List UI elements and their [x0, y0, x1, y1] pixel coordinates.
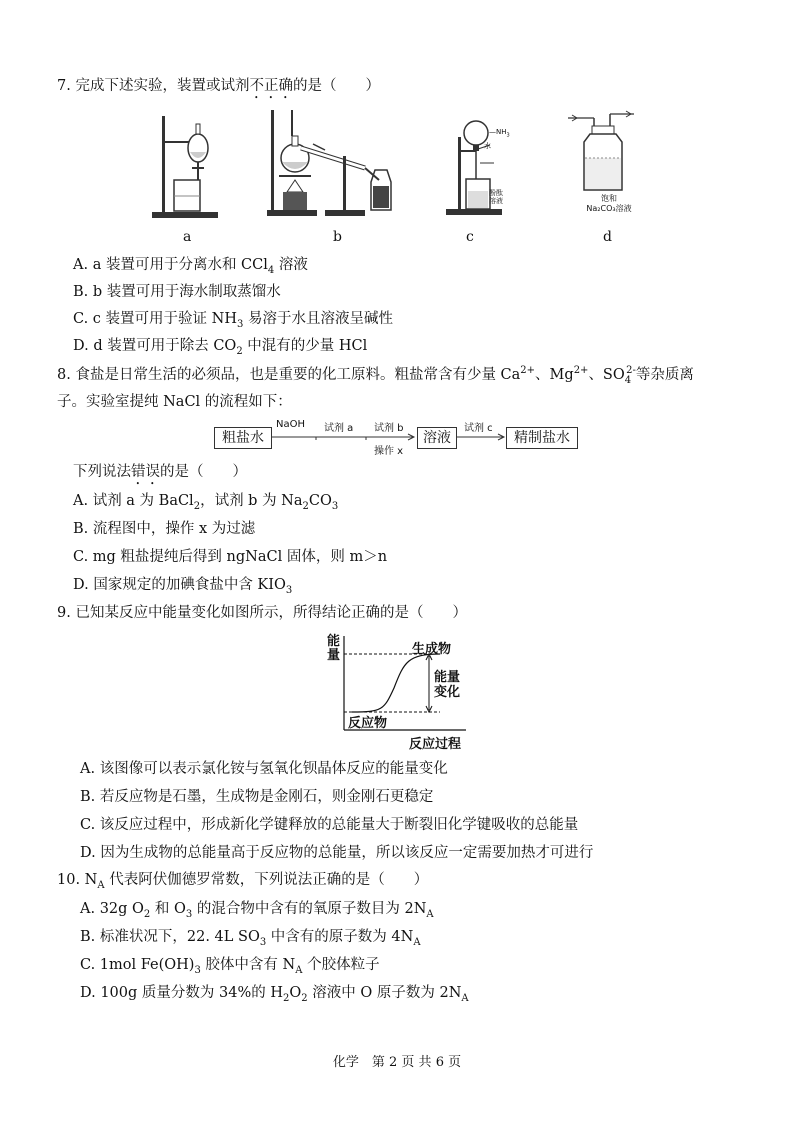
- label-b: b: [333, 229, 342, 245]
- q7-option-a[interactable]: A. a 装置可用于分离水和 CCl$_4$ 溶液: [73, 257, 308, 276]
- label-c: c: [466, 229, 474, 245]
- product-label: 生成物: [412, 642, 452, 657]
- flow-label-naoh: NaOH: [276, 419, 305, 430]
- q7-option-c[interactable]: C. c 装置可用于验证 $NH_3$ 易溶于水且溶液呈碱性: [73, 311, 393, 330]
- na2co3-label: 饱和 Na₂CO₃溶液: [586, 194, 632, 213]
- apparatus-d-figure: [568, 108, 640, 194]
- flow-label-reagent-b: 试剂 b: [374, 423, 404, 434]
- q10-option-c[interactable]: C. 1mol $Fe(OH)_3$ 胶体中含有 $N_A$ 个胶体粒子: [80, 957, 380, 976]
- q10-option-b[interactable]: B. 标准状况下，22. 4L $SO_3$ 中含有的原子数为 $4N_A$: [80, 929, 421, 948]
- q8-option-a[interactable]: A. 试剂 a 为 BaCl$_2$，试剂 b 为 $Na_2CO_3$: [73, 493, 339, 512]
- q10-option-a[interactable]: A. 32g $O_2$ 和 $O_3$ 的混合物中含有的氧原子数目为 $2N_A$: [80, 901, 434, 920]
- q8-stem-line2: 子。实验室提纯 NaCl 的流程如下：: [57, 394, 292, 410]
- page-footer: 化学 第 2 页 共 6 页: [332, 1055, 462, 1070]
- apparatus-a-figure: [150, 112, 220, 220]
- q8-stem-line1: 8. 食盐是日常生活的必须品，也是重要的化工原料。粗盐常含有少量 $Ca^{2+}$、$Mg^{2+}$、$SO_4^{2-}$等杂质离: [57, 365, 694, 386]
- q9-option-a[interactable]: A. 该图像可以表示氯化铵与氢氧化钡晶体反应的能量变化: [80, 761, 448, 777]
- energy-change-label: 能量 变化: [434, 670, 461, 700]
- q10-stem: 10. $N_A$ 代表阿伏伽德罗常数，下列说法正确的是（ ）: [57, 872, 429, 891]
- x-axis-label: 反应过程: [409, 737, 462, 752]
- q8-option-b[interactable]: B. 流程图中，操作 x 为过滤: [73, 521, 256, 537]
- nh3-label: $—NH_3$: [489, 128, 510, 139]
- flow-label-operation-x: 操作 x: [374, 446, 404, 457]
- phenolphthalein-label: 酚酞 溶液: [489, 189, 503, 205]
- q8-option-d[interactable]: D. 国家规定的加碘食盐中含 $KIO_3$: [73, 577, 293, 596]
- flow-box-solution: 溶液: [417, 427, 457, 449]
- q8-ask: 下列说法错误的是（ ）: [73, 464, 247, 480]
- q7-option-b[interactable]: B. b 装置可用于海水制取蒸馏水: [73, 284, 281, 300]
- q9-option-c[interactable]: C. 该反应过程中，形成新化学键释放的总能量大于断裂旧化学键吸收的总能量: [80, 817, 579, 833]
- q10-option-d[interactable]: D. 100g 质量分数为 34%的 $H_2O_2$ 溶液中 O 原子数为 $2N_A$: [80, 985, 469, 1004]
- y-axis-label: 能 量: [327, 634, 341, 663]
- flow-chart: [214, 418, 584, 460]
- label-a: a: [183, 229, 192, 245]
- q9-option-d[interactable]: D. 因为生成物的总能量高于反应物的总能量，所以该反应一定需要加热才可进行: [80, 845, 594, 861]
- q9-stem: 9. 已知某反应中能量变化如图所示，所得结论正确的是（ ）: [57, 605, 467, 621]
- flow-box-refined-brine: 精制盐水: [506, 427, 578, 449]
- water-label: 水: [484, 142, 491, 150]
- q7-option-d[interactable]: D. d 装置可用于除去 $CO_2$ 中混有的少量 HCl: [73, 338, 368, 357]
- q9-option-b[interactable]: B. 若反应物是石墨，生成物是金刚石，则金刚石更稳定: [80, 789, 434, 805]
- flow-label-reagent-a: 试剂 a: [324, 423, 354, 434]
- flow-label-reagent-c: 试剂 c: [464, 423, 493, 434]
- apparatus-b-figure: [265, 106, 395, 218]
- reactant-label: 反应物: [348, 716, 388, 731]
- label-d: d: [603, 229, 612, 245]
- q8-option-c[interactable]: C. mg 粗盐提纯后得到 ngNaCl 固体，则 m＞n: [73, 549, 388, 565]
- q7-stem: 7. 完成下述实验，装置或试剂不正确的是（ ）: [57, 78, 380, 94]
- flow-box-crude-brine: 粗盐水: [214, 427, 272, 449]
- energy-diagram: [322, 632, 472, 750]
